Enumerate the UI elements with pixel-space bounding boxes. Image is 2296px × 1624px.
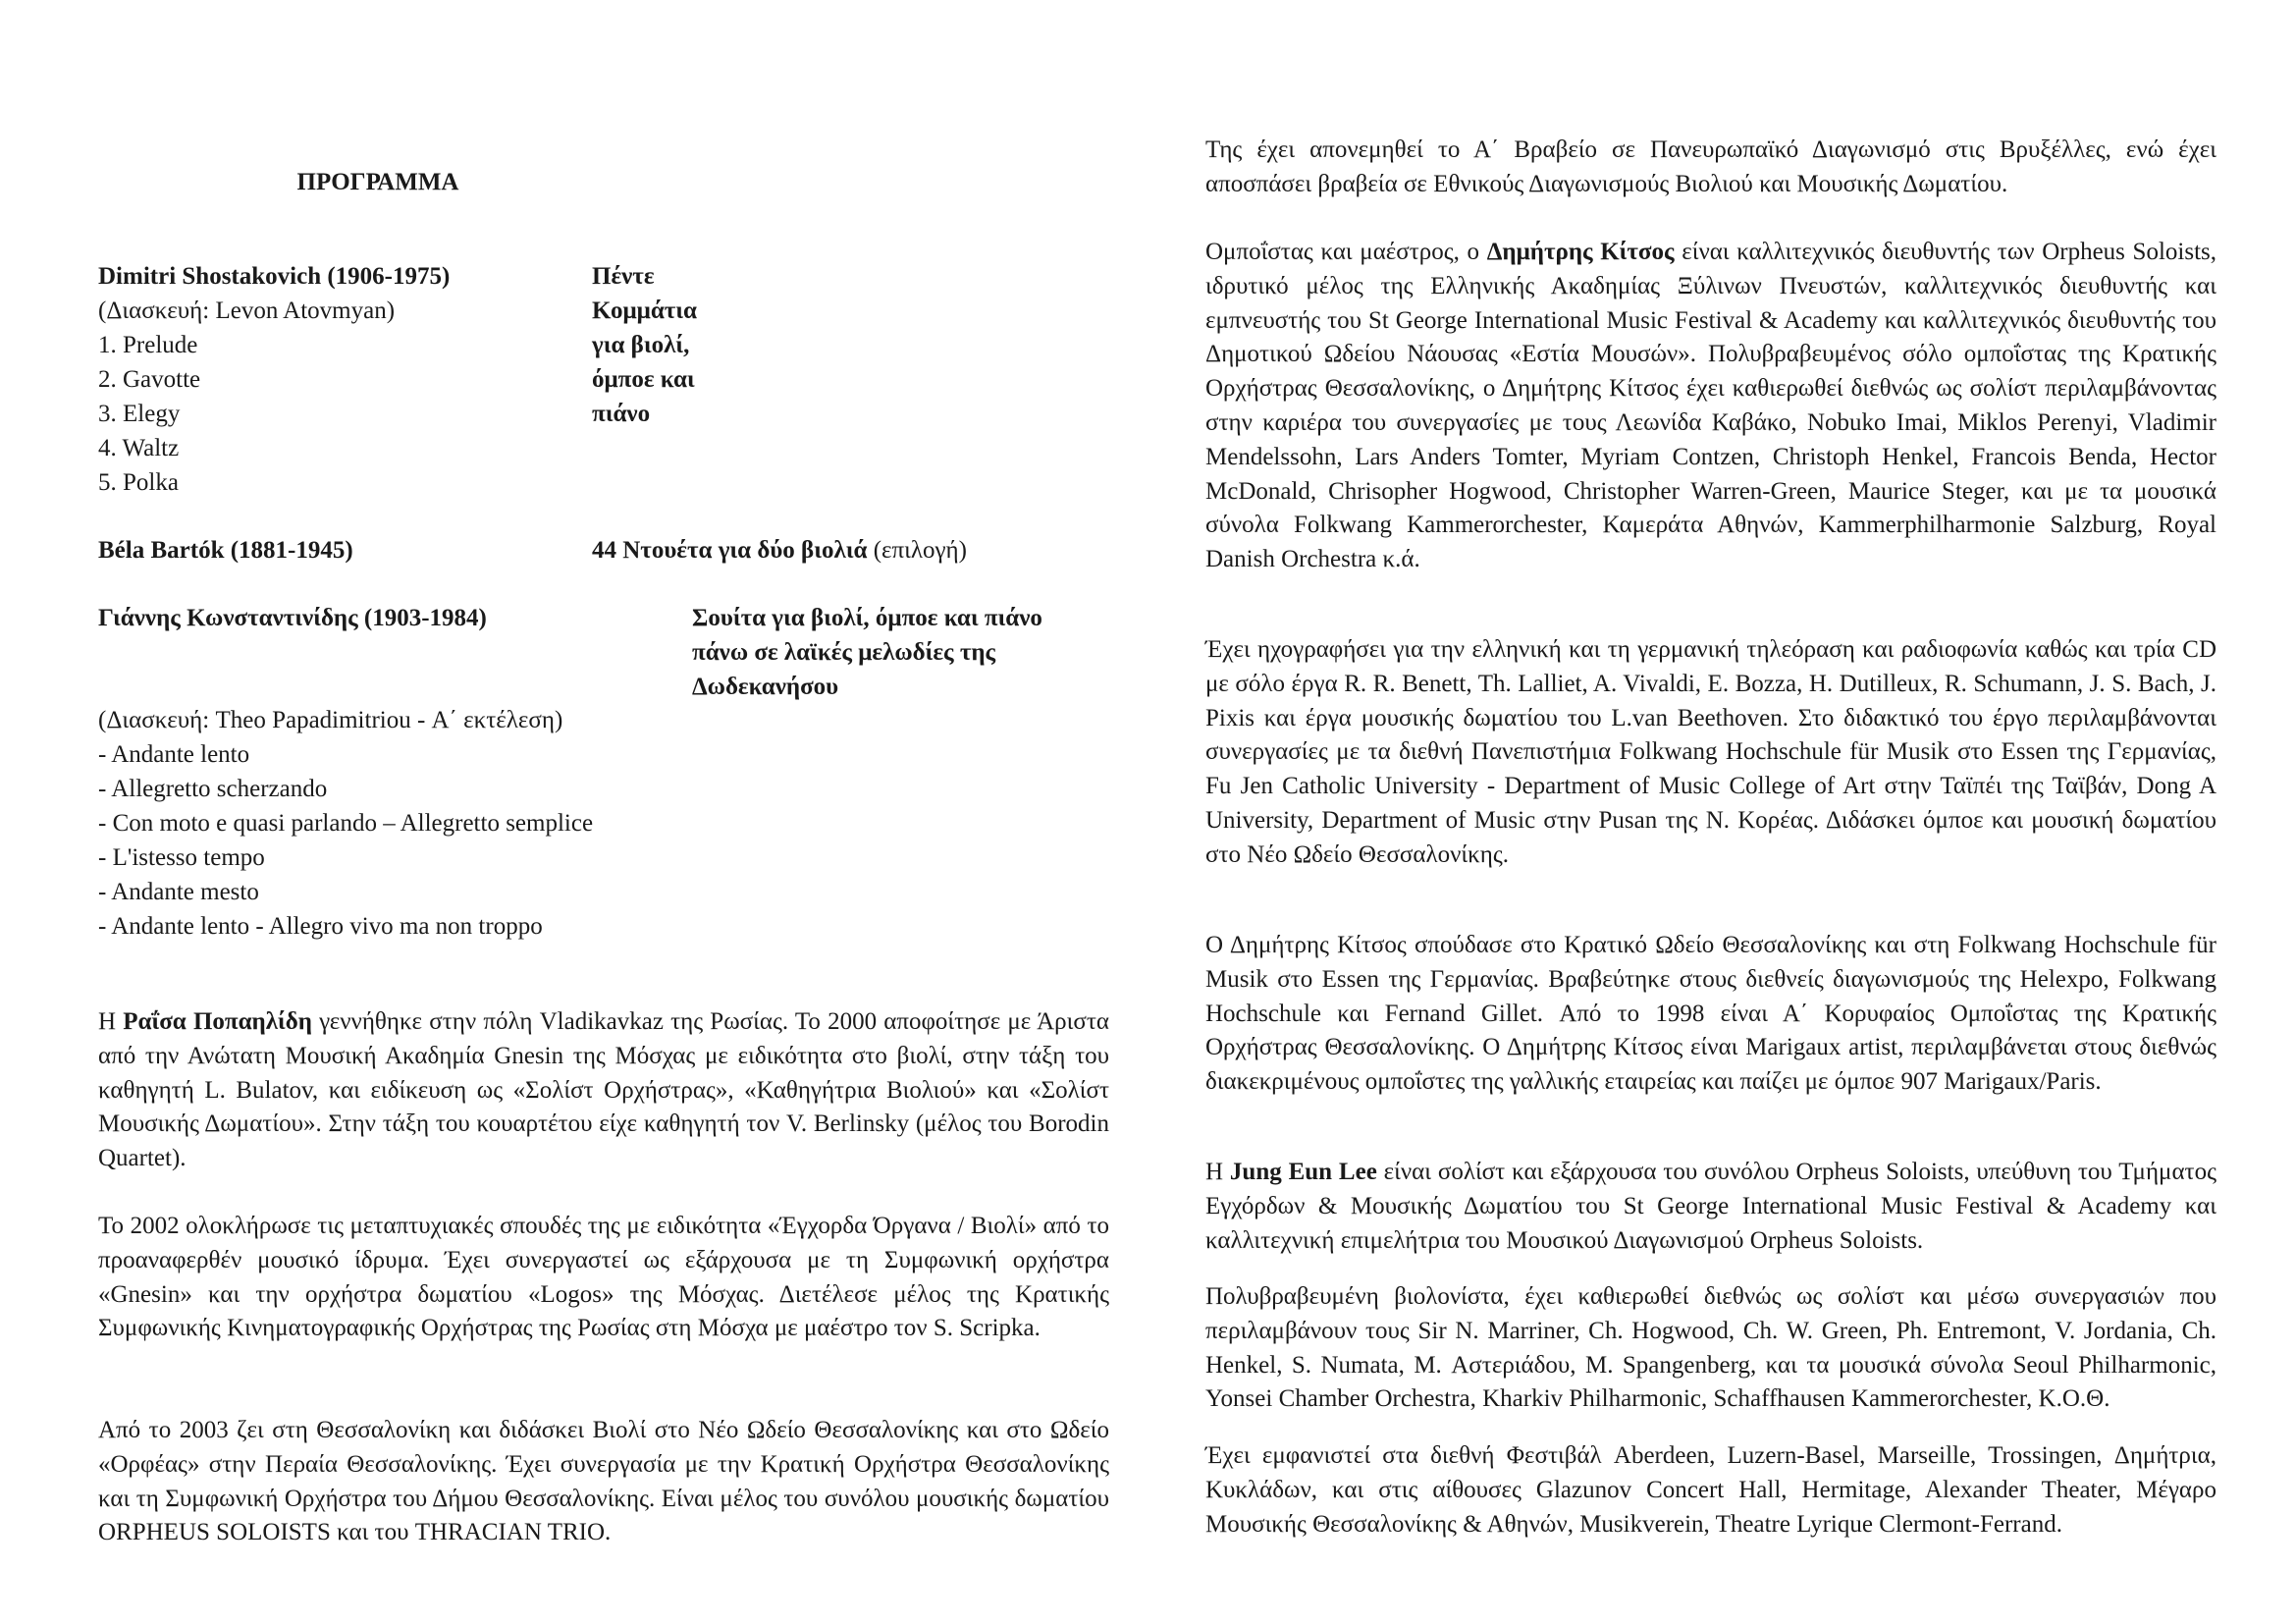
piece3-work-line: Σουίτα για βιολί, όμποε και πιάνο xyxy=(692,605,1042,631)
piece2-work-line xyxy=(592,533,967,568)
piece3-movement: - Andante mesto xyxy=(98,879,259,905)
piece1-movement: 3. Elegy xyxy=(98,401,181,427)
piece1-arrangement: (Διασκευή: Levon Atovmyan) xyxy=(98,298,396,324)
piece3-movement: - Allegretto scherzando xyxy=(98,776,328,802)
bio-kitsos-p3: Ο Δημήτρης Κίτσος σπούδασε στο Κρατικό Ωδείο Θεσσαλονίκης και στη Folkwang Hochschule für Musik στο Essen της Γερμανίας. Βραβεύτηκε στους διεθνείς διαγωνισμούς της Helexpo, Folkwang Hochschule και Fernand Gillet. Από το 1998 είναι Α΄ Κορυφαίος Ομποΐστας της Κρατικής Ορχήστρας Θεσσαλονίκης. Ο Δημήτρης Κίτσος είναι Marigaux artist, περιλαμβάνεται στους διεθνώς διακεκριμένους ομποΐστες της γαλλικής εταιρείας και παίζει με όμποε 907 Marigaux/Paris. xyxy=(1205,932,2216,1096)
piece1-work: Πέντε Κομμάτια για βιολί, όμποε και πιάνο xyxy=(592,263,697,427)
bio-raisa-p2: Το 2002 ολοκλήρωσε τις μεταπτυχιακές σπουδές της με ειδικότητα «Έγχορδα Όργανα / Βιολί» από το προαναφερθέν μουσικό ίδρυμα. Έχει συνεργαστεί ως εξάρχουσα με τη Συμφωνική ορχήστρα «Gnesin» και την ορχήστρα δωματίου «Logos» της Μόσχας. Διετέλεσε μέλος της Κρατικής Συμφωνικής Κινηματογραφικής Ορχήστρας της Ρωσίας στη Μόσχα με μαέστρο τον S. Scripka. xyxy=(98,1213,1109,1342)
piece3-movement: - Andante lento xyxy=(98,741,250,768)
piece1-movement: 4. Waltz xyxy=(98,435,180,461)
piece3-work-line: πάνω σε λαϊκές μελωδίες της xyxy=(692,639,996,666)
piece3-composer: Γιάννης Κωνσταντινίδης (1903-1984) xyxy=(98,605,487,631)
piece1-movement: 5. Polka xyxy=(98,469,179,496)
program-title: ΠΡΟΓΡΑΜΜΑ xyxy=(296,169,459,195)
performer-name: Ραΐσα Ποπαηλίδη xyxy=(123,1008,312,1035)
bio-lee-p1: Η Jung Eun Lee είναι σολίστ και εξάρχουσα του συνόλου Orpheus Soloists, υπεύθυνη του Τμήματος Εγχόρδων & Μουσικής Δωματίου του St George International Music Festival & Academy και καλλιτεχνική επιμελήτρια του Μουσικού Διαγωνισμού Orpheus Soloists. xyxy=(1205,1159,2216,1254)
piece1-movement: 1. Prelude xyxy=(98,332,198,358)
performer-name: Jung Eun Lee xyxy=(1229,1159,1377,1185)
piece2-composer: Béla Bartók (1881-1945) xyxy=(98,537,353,564)
piece3-movement: - Con moto e quasi parlando – Allegretto semplice xyxy=(98,810,594,837)
performer-name: Δημήτρης Κίτσος xyxy=(1486,239,1675,265)
piece2-work-note: (επιλογή) xyxy=(867,537,967,564)
piece3-work-line: Δωδεκανήσου xyxy=(692,674,839,700)
bio-kitsos-p2: Έχει ηχογραφήσει για την ελληνική και τη γερμανική τηλεόραση και ραδιοφωνία καθώς και τρία CD με σόλο έργα R. R. Benett, Th. Lalliet, A. Vivaldi, E. Bozza, H. Dutilleux, R. Schumann, J. S. Bach, J. Pixis και έργα μουσικής δωματίου του L.van Beethoven. Στο διδακτικό του έργο περιλαμβάνονται συνεργασίες με τα διεθνή Πανεπιστήμια Folkwang Hochschule für Musik στο Essen της Γερμανίας, Fu Jen Catholic University - Department of Music College of Art στην Ταϊπέι της Ταϊβάν, Dong A University, Department of Music στην Pusan της Ν. Κορέας. Διδάσκει όμποε και μουσική δωματίου στο Νέο Ωδείο Θεσσαλονίκης. xyxy=(1205,636,2216,868)
bio-lee-p3: Έχει εμφανιστεί στα διεθνή Φεστιβάλ Aberdeen, Luzern-Basel, Marseille, Trossingen, Δημήτρια, Κυκλάδων, και στις αίθουσες Glazunov Concert Hall, Hermitage, Alexander Theater, Μέγαρο Μουσικής Θεσσαλονίκης & Αθηνών, Musikverein, Theatre Lyrique Clermont-Ferrand. xyxy=(1205,1442,2216,1538)
bio-kitsos-p1: Ομποΐστας και μαέστρος, ο Δημήτρης Κίτσος είναι καλλιτεχνικός διευθυντής των Orpheus Soloists, ιδρυτικό μέλος της Ελληνικής Ακαδημίας Ξύλινων Πνευστών, καλλιτεχνικός διευθυντής και εμπνευστής του St George International Music Festival & Academy και καλλιτεχνικός διευθυντής του Δημοτικού Ωδείου Νάουσας «Εστία Μουσών». Πολυβραβευμένος σόλο ομποΐστας της Κρατικής Ορχήστρας Θεσσαλονίκης, ο Δημήτρης Κίτσος έχει καθιερωθεί διεθνώς ως σολίστ περιλαμβάνοντας στην καριέρα του συνεργασίες με τους Λεωνίδα Καβάκο, Nobuko Imai, Miklos Perenyi, Vladimir Mendelssohn, Lars Anders Tomter, Myriam Contzen, Christoph Henkel, Francois Benda, Hector McDonald, Chrisopher Hogwood, Christopher Warren-Green, Maurice Steger, και με τα μουσικά σύνολα Folkwang Kammerorchester, Καμεράτα Αθηνών, Kammerphilharmonie Salzburg, Royal Danish Orchestra κ.ά. xyxy=(1205,239,2216,573)
bio-lee-p2: Πολυβραβευμένη βιολονίστα, έχει καθιερωθεί διεθνώς ως σολίστ και μέσω συνεργασιών που περιλαμβάνουν τους Sir N. Marriner, Ch. Hogwood, Ch. W. Green, Ph. Entremont, V. Jordania, Ch. Henkel, S. Numata, M. Αστεριάδου, M. Spangenberg, και τα μουσικά σύνολα Seoul Philharmonic, Yonsei Chamber Orchestra, Kharkiv Philharmonic, Schaffhausen Kammerorchester, Κ.Ο.Θ. xyxy=(1205,1283,2216,1413)
piece3-movement: - L'istesso tempo xyxy=(98,844,265,871)
bio-raisa-p1: Η Ραΐσα Ποπαηλίδη γεννήθηκε στην πόλη Vladikavkaz της Ρωσίας. Το 2000 αποφοίτησε με Άριστα από την Ανώτατη Μουσική Ακαδημία Gnesin της Μόσχας με ειδικότητα στο βιολί, στην τάξη του καθηγητή L. Bulatov, και ειδίκευση ως «Σολίστ Ορχήστρας», «Καθηγήτρια Βιολιού» και «Σολίστ Μουσικής Δωματίου». Στην τάξη του κουαρτέτου είχε καθηγητή τον V. Berlinsky (μέλος του Borodin Quartet). xyxy=(98,1008,1109,1172)
piece1-movement: 2. Gavotte xyxy=(98,366,201,393)
piece3-arrangement: (Διασκευή: Theo Papadimitriou - Α΄ εκτέλεση) xyxy=(98,707,563,733)
piece1-composer: Dimitri Shostakovich (1906-1975) xyxy=(98,263,451,290)
bio-raisa-p3: Από το 2003 ζει στη Θεσσαλονίκη και διδάσκει Βιολί στο Νέο Ωδείο Θεσσαλονίκης και στο Ωδείο «Ορφέας» στην Περαία Θεσσαλονίκης. Έχει συνεργασία με την Κρατική Ορχήστρα Θεσσαλονίκης και τη Συμφωνική Ορχήστρα του Δήμου Θεσσαλονίκης. Είναι μέλος του συνόλου μουσικής δωματίου ORPHEUS SOLOISTS και του THRACIAN TRIO. xyxy=(98,1417,1109,1546)
bio-raisa-awards: Της έχει απονεμηθεί το Α΄ Βραβείο σε Πανευρωπαϊκό Διαγωνισμό στις Βρυξέλλες, ενώ έχει αποσπάσει βραβεία σε Εθνικούς Διαγωνισμούς Βιολιού και Μουσικής Δωματίου. xyxy=(1205,136,2216,197)
piece2-work: 44 Ντουέτα για δύο βιολιά xyxy=(592,537,868,564)
piece3-movement: - Andante lento - Allegro vivo ma non troppo xyxy=(98,913,543,940)
